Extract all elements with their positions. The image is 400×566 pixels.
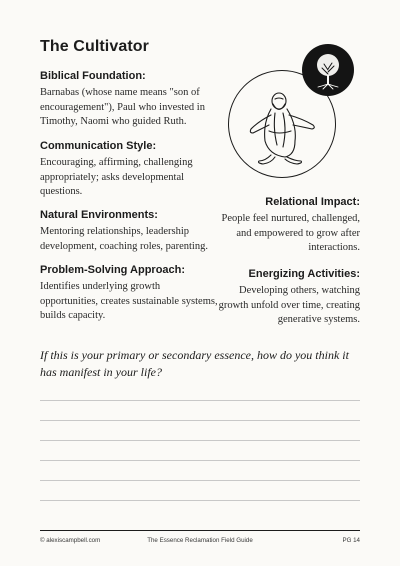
reflection-prompt: If this is your primary or secondary essence, how do you think it has manifest in your life? xyxy=(40,348,349,379)
section-heading: Problem-Solving Approach: xyxy=(40,264,186,276)
section-text: People feel nurtured, challenged, and empowered to grow after interactions. xyxy=(221,213,360,253)
writing-line[interactable] xyxy=(40,400,360,401)
writing-area[interactable] xyxy=(40,400,360,520)
section-problem-solving xyxy=(40,264,218,324)
writing-line[interactable] xyxy=(40,440,360,441)
footer-guide-title: The Essence Reclamation Field Guide xyxy=(147,537,253,544)
footer-rule xyxy=(40,530,360,531)
section-heading: Relational Impact: xyxy=(265,196,360,208)
section-heading: Biblical Foundation: xyxy=(40,70,146,82)
writing-line[interactable] xyxy=(40,500,360,501)
section-text: Encouraging, affirming, challenging appropriately; asks developmental questions. xyxy=(40,157,193,197)
section-text: Mentoring relationships, leadership development, coaching roles, parenting. xyxy=(40,226,208,252)
section-energizing-activities xyxy=(210,268,360,328)
page-number: PG 14 xyxy=(342,537,360,544)
section-text: Developing others, watching growth unfold over time, creating generative systems. xyxy=(218,285,360,325)
writing-line[interactable] xyxy=(40,480,360,481)
tree-of-life-icon xyxy=(302,44,354,96)
section-heading: Communication Style: xyxy=(40,140,157,152)
section-biblical-foundation xyxy=(40,70,218,130)
footer-website: © alexiscampbell.com xyxy=(40,537,101,544)
section-communication-style xyxy=(40,140,218,200)
tree-badge xyxy=(302,44,354,96)
section-natural-environments xyxy=(40,209,218,254)
writing-line[interactable] xyxy=(40,460,360,461)
section-text: Barnabas (whose name means "son of encouragement"), Paul who invested in Timothy, Naomi who guided Ruth. xyxy=(40,87,205,127)
section-relational-impact xyxy=(210,196,360,256)
writing-line[interactable] xyxy=(40,420,360,421)
section-heading: Energizing Activities: xyxy=(248,268,360,280)
section-heading: Natural Environments: xyxy=(40,209,158,221)
section-text: Identifies underlying growth opportunities, creates sustainable systems, builds capacity. xyxy=(40,281,218,321)
page-title: The Cultivator xyxy=(40,38,149,55)
